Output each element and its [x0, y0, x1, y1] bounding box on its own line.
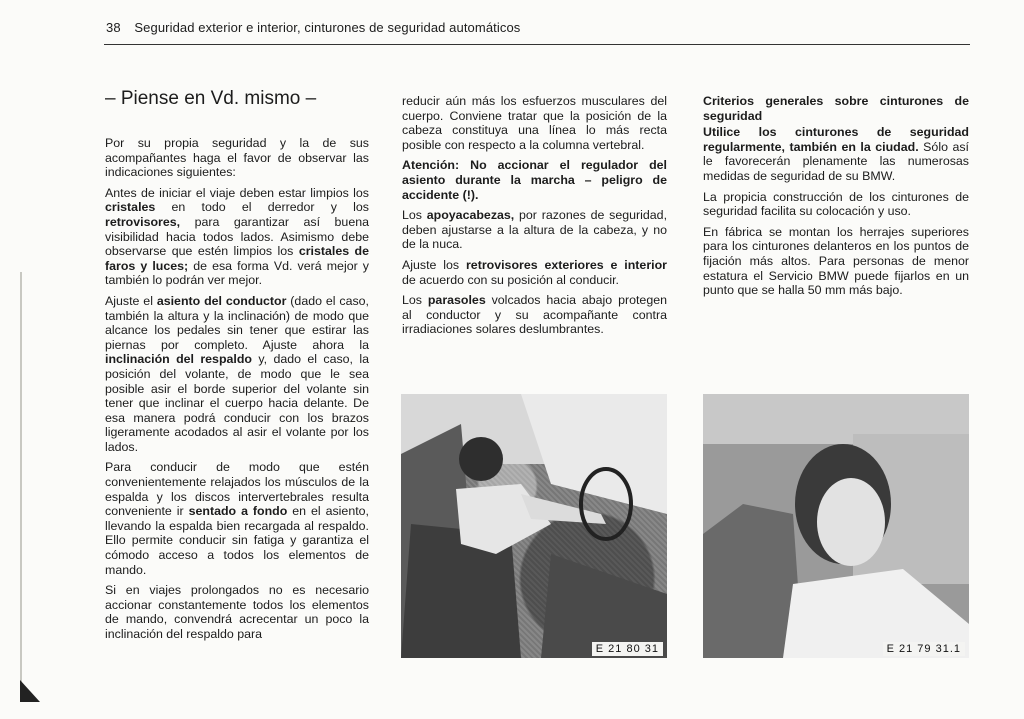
paragraph: reducir aún más los esfuerzos musculares del cuerpo. Conviene tratar que la posición de la cabeza constituya una línea lo más recta posible con respecto a la columna vertebral. — [402, 94, 667, 152]
paragraph: Antes de iniciar el viaje deben estar limpios los cristales en todo el derredor y los retrovisores, para garantizar así buena visibilidad hacia todos lados. Asimismo debe observarse que estén limpios los cristales de faros y luces; de esa forma Vd. verá mejor y también lo podrán ver mejor. — [105, 185, 369, 288]
paragraph: Ajuste los retrovisores exteriores e interior de acuerdo con su posición al conducir. — [402, 257, 667, 287]
warning-paragraph: Atención: No accionar el regulador del asiento durante la marcha – peligro de accidente (!). — [402, 158, 667, 202]
header-rule — [104, 44, 970, 45]
text-column-3 — [703, 94, 969, 304]
paragraph: En fábrica se montan los herrajes superiores para los cinturones delanteros en los puntos de fijación más altos. Para personas de menor estatura el Servicio BMW puede fijarlos en un punto que se halla 50 mm más bajo. — [703, 224, 969, 298]
text-column-2 — [402, 94, 667, 343]
page-corner-mark — [20, 680, 40, 702]
running-header — [106, 20, 520, 35]
page-number: 38 — [106, 20, 121, 35]
photo-code: E 21 80 31 — [592, 642, 663, 656]
text-column-1 — [105, 136, 369, 648]
photo-passenger-illustration — [703, 394, 969, 658]
photo-code: E 21 79 31.1 — [883, 642, 965, 656]
paragraph: Ajuste el asiento del conductor (dado el caso, también la altura y la inclinación) de modo que alcance los pedales sin tener que estirar las piernas por completo. Ajuste ahora la inclinación del respaldo y, dado el caso, la posición del volante, de modo que le sea posible asir el borde superior del volante sin tener que inclinar el cuerpo hacia delante. De esa manera podrá conducir con los brazos ligeramente acodados al asir el volante por los lados. — [105, 293, 370, 454]
subheading: Criterios generales sobre cinturones de seguridad — [703, 94, 969, 123]
paragraph: Los apoyacabezas, por razones de seguridad, deben ajustarse a la altura de la cabeza, y no de la nuca. — [402, 208, 668, 252]
paragraph: Los parasoles volcados hacia abajo protegen al conductor y su acompañante contra irradiaciones solares deslumbrantes. — [402, 293, 667, 337]
paragraph: Por su propia seguridad y la de sus acompañantes haga el favor de observar las indicaciones siguientes: — [105, 136, 369, 180]
paragraph: Si en viajes prolongados no es necesario accionar constantemente todos los elementos de mando, convendrá acrecentar un poco la inclinación del respaldo para — [105, 583, 369, 641]
paragraph: La propicia construcción de los cinturones de seguridad facilita su colocación y uso. — [703, 189, 969, 219]
page-binding-edge — [20, 272, 22, 692]
header-title: Seguridad exterior e interior, cinturones de seguridad automáticos — [134, 20, 521, 35]
photo-passenger-headrest — [703, 394, 969, 658]
photo-driver-illustration — [401, 394, 667, 658]
section-title: – Piense en Vd. mismo – — [105, 88, 317, 109]
paragraph: Utilice los cinturones de seguridad regularmente, también en la ciudad. Sólo así le favorecerán plenamente las numerosas medidas de seguridad de su BMW. — [703, 125, 969, 183]
paragraph: Para conducir de modo que estén convenientemente relajados los músculos de la espalda y los discos intervertebrales resulta conveniente ir sentado a fondo en el asiento, llevando la espalda bien recargada al respaldo. Ello permite conducir sin fatiga y garantiza el cómodo acceso a todos los elementos de mando. — [105, 460, 369, 577]
photo-driver-seat — [401, 394, 667, 658]
